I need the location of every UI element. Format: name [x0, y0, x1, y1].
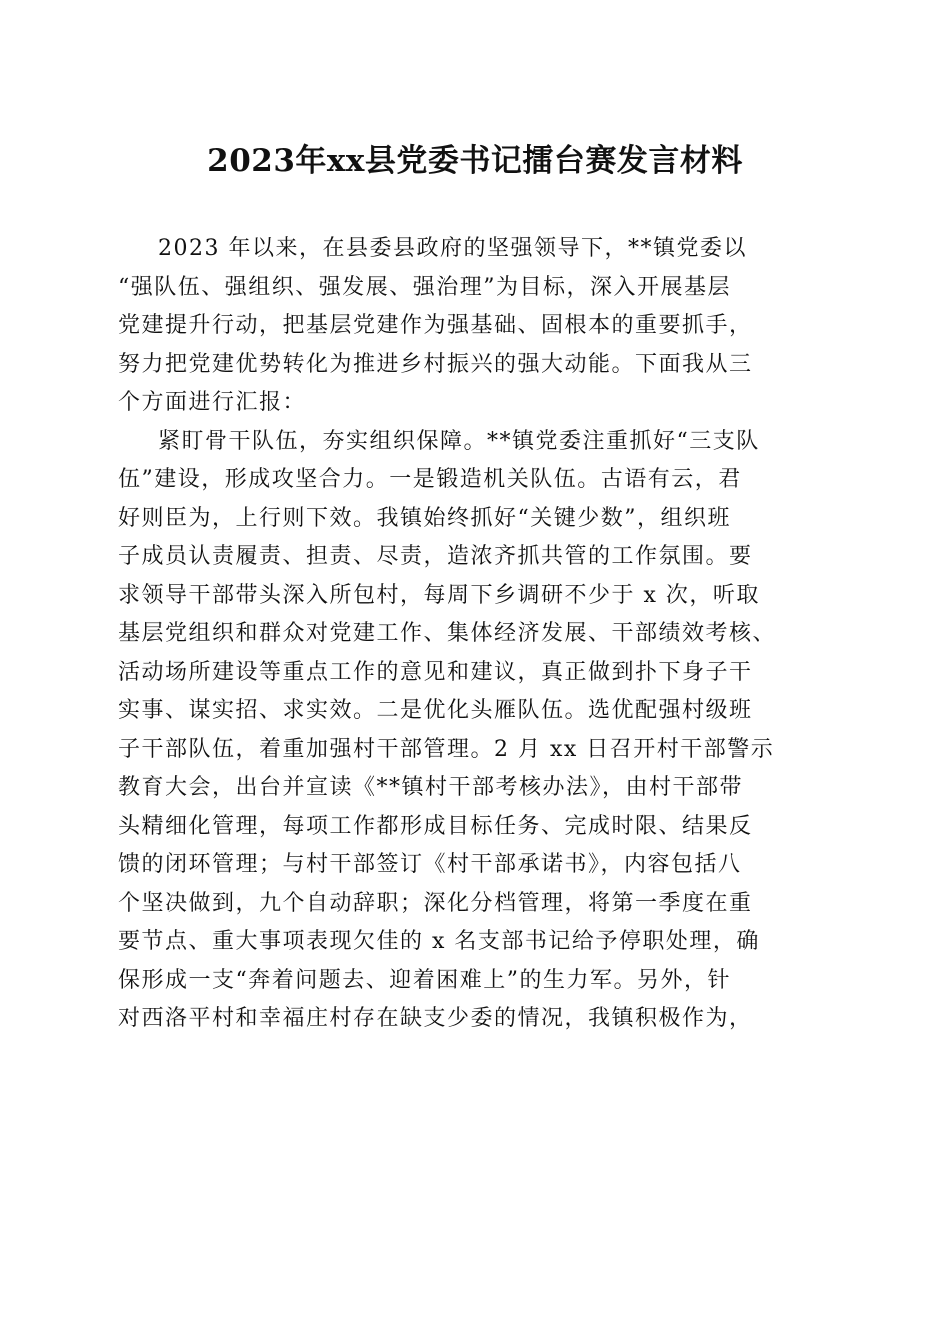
paragraph-2-line-14: 要节点、重大事项表现欠佳的 x 名支部书记给予停职处理，确: [118, 929, 760, 954]
paragraph-2-line-13: 个坚决做到，九个自动辞职；深化分档管理，将第一季度在重: [118, 890, 753, 916]
paragraph-2-line-11: 头精细化管理，每项工作都形成目标任务、完成时限、结果反: [118, 813, 753, 839]
paragraph-2-line-10: 教育大会，出台并宣读《**镇村干部考核办法》，由村干部带: [118, 775, 744, 800]
document-body: [118, 230, 838, 1039]
paragraph-1-line-4: 努力把党建优势转化为推进乡村振兴的强大动能。下面我从三: [118, 351, 753, 377]
paragraph-2-line-9: 子干部队伍，着重加强村干部管理。2 月 xx 日召开村干部警示: [118, 736, 775, 762]
paragraph-2-line-2: 伍”建设，形成攻坚合力。一是锻造机关队伍。古语有云，君: [118, 467, 742, 492]
paragraph-2-line-4: 子成员认责履责、担责、尽责，造浓齐抓共管的工作氛围。要: [118, 544, 753, 569]
paragraph-2-line-7: 活动场所建设等重点工作的意见和建议，真正做到扑下身子干: [118, 659, 753, 685]
paragraph-2-line-15: 保形成一支“奔着问题去、迎着困难上”的生力军。另外，针: [118, 967, 731, 993]
paragraph-2-line-6: 基层党组织和群众对党建工作、集体经济发展、干部绩效考核、: [118, 621, 777, 646]
paragraph-1-line-3: 党建提升行动，把基层党建作为强基础、固根本的重要抓手，: [118, 313, 753, 338]
paragraph-2-line-16: 对西洛平村和幸福庄村存在缺支少委的情况，我镇积极作为，: [118, 1006, 753, 1031]
paragraph-2-line-3: 好则臣为，上行则下效。我镇始终抓好“关键少数”，组织班: [118, 505, 731, 531]
paragraph-1-line-5: 个方面进行汇报：: [118, 390, 307, 415]
paragraph-2-line-5: 求领导干部带头深入所包村，每周下乡调研不少于 x 次，听取: [118, 582, 760, 608]
paragraph-2-line-12: 馈的闭环管理；与村干部签订《村干部承诺书》，内容包括八: [118, 852, 742, 877]
paragraph-1-line-1: 2023 年以来，在县委县政府的坚强领导下，**镇党委以: [158, 236, 747, 261]
paragraph-1-line-2: “强队伍、强组织、强发展、强治理”为目标，深入开展基层: [118, 274, 731, 300]
paragraph-2-line-8: 实事、谋实招、求实效。二是优化头雁队伍。选优配强村级班: [118, 698, 753, 723]
paragraph-2-line-1: 紧盯骨干队伍，夯实组织保障。**镇党委注重抓好“三支队: [158, 428, 760, 454]
document-title: 2023年xx县党委书记擂台赛发言材料: [207, 143, 743, 179]
